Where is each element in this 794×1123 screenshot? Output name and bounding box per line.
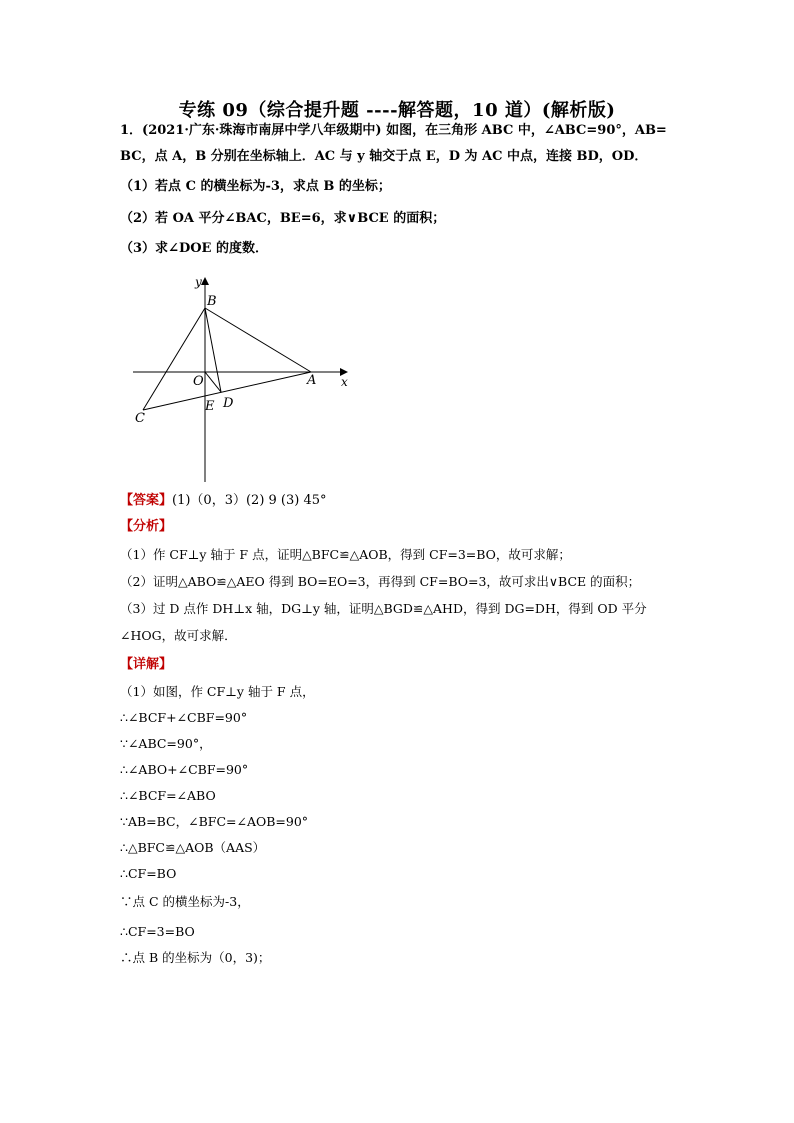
label-A: A	[307, 373, 317, 388]
question-line-2: BC，点 A，B 分别在坐标轴上．AC 与 y 轴交于点 E，D 为 AC 中点，连接 BD，OD．	[120, 149, 648, 164]
question-part-2: （2）若 OA 平分∠BAC，BE=6，求∨BCE 的面积；	[120, 211, 446, 226]
detail-line: ∴CF=BO	[120, 866, 177, 881]
page-title: 专练 09（综合提升题 ----解答题，10 道）(解析版)	[178, 100, 616, 121]
detail-line: ∵点 C 的横坐标为-3，	[120, 894, 250, 909]
segment-BC	[143, 308, 205, 410]
segment-BD	[205, 308, 221, 392]
analysis-line-3: （3）过 D 点作 DH⊥x 轴，DG⊥y 轴，证明△BGD≌△AHD，得到 DG=DH，得到 OD 平分	[120, 601, 647, 616]
detail-line: ∴∠BCF=∠ABO	[120, 788, 216, 803]
detail-line: ∴∠BCF+∠CBF=90°	[120, 710, 248, 725]
geometry-figure	[125, 270, 365, 485]
label-y: y	[195, 275, 202, 289]
detail-line: ∴CF=3=BO	[120, 924, 195, 939]
label-x: x	[341, 375, 348, 389]
label-C: C	[135, 411, 145, 426]
detail-line: ∴△BFC≌△AOB（AAS）	[120, 840, 266, 855]
label-D: D	[223, 396, 234, 411]
answer-text: (1)（0，3）(2) 9 (3) 45°	[172, 493, 327, 508]
detail-heading	[120, 654, 172, 676]
label-O: O	[193, 374, 204, 389]
analysis-line-2: （2）证明△ABO≌△AEO 得到 BO=EO=3，再得到 CF=BO=3，故可求出∨BCE 的面积；	[120, 574, 641, 589]
analysis-tag: 【分析】	[120, 519, 173, 534]
answer-tag: 【答案】	[120, 493, 173, 508]
detail-tag: 【详解】	[120, 657, 173, 672]
label-E: E	[205, 399, 215, 414]
question-part-1: （1）若点 C 的横坐标为-3，求点 B 的坐标；	[120, 179, 391, 194]
analysis-line-4: ∠HOG，故可求解．	[120, 628, 237, 643]
answer-line	[120, 490, 327, 512]
question-part-3: （3）求∠DOE 的度数．	[120, 241, 268, 256]
detail-line: ∵∠ABC=90°，	[120, 736, 212, 751]
detail-line: ∴∠ABO+∠CBF=90°	[120, 762, 249, 777]
detail-line: ∵AB=BC，∠BFC=∠AOB=90°	[120, 814, 309, 829]
detail-line: ∴点 B 的坐标为（0，3)；	[120, 950, 271, 965]
question-line-1: 1．(2021·广东·珠海市南屏中学八年级期中) 如图，在三角形 ABC 中，∠ABC=90°，AB=	[120, 123, 667, 138]
label-B: B	[207, 294, 217, 309]
segment-AB	[205, 308, 311, 372]
analysis-heading	[120, 516, 172, 538]
detail-line: （1）如图，作 CF⊥y 轴于 F 点，	[120, 684, 315, 699]
analysis-line-1: （1）作 CF⊥y 轴于 F 点，证明△BFC≌△AOB，得到 CF=3=BO，故可求解；	[120, 547, 571, 562]
